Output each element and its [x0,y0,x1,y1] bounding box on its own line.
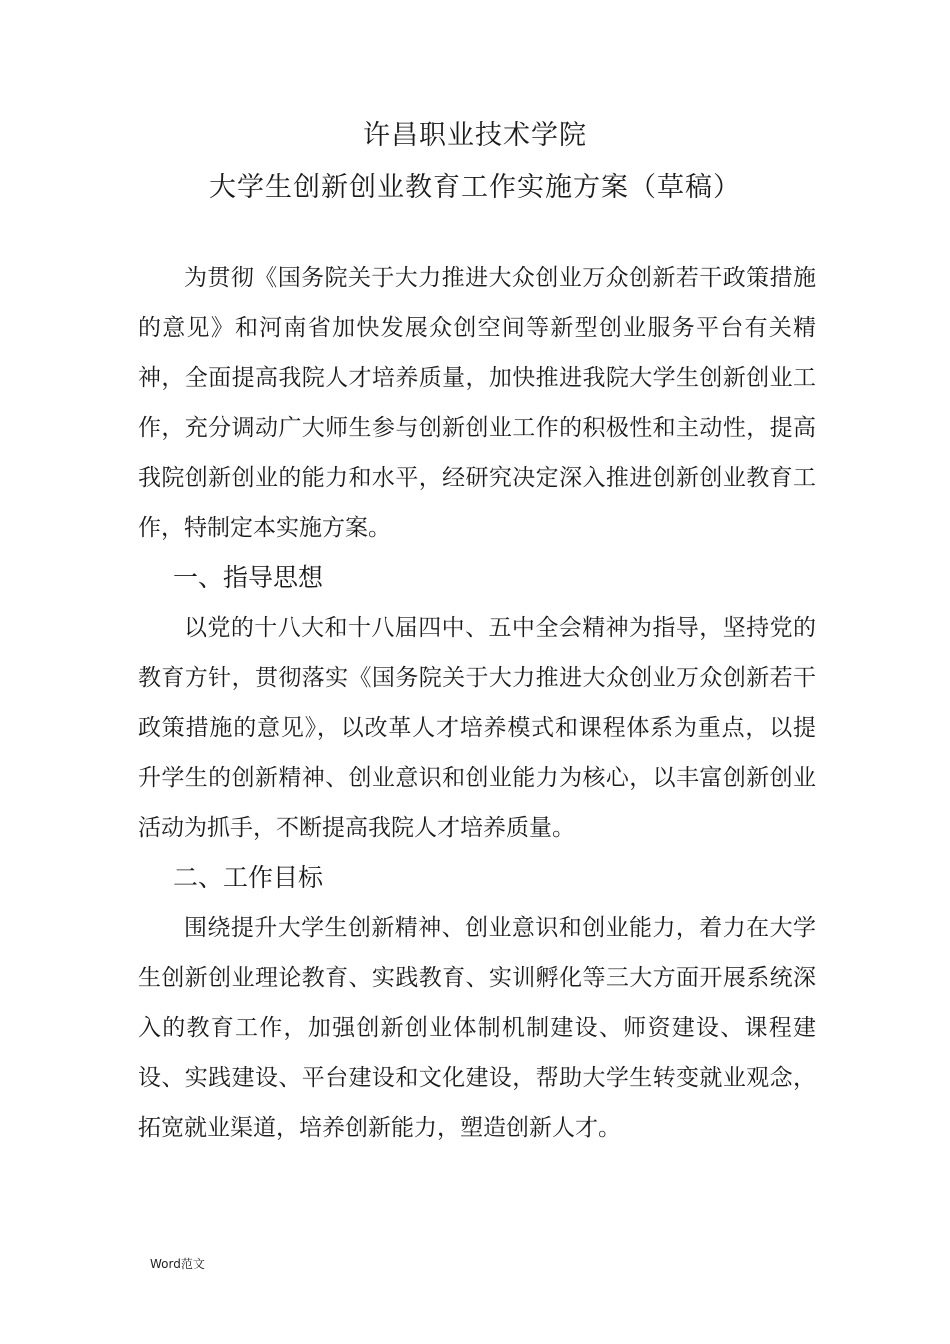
section-heading-guiding-ideology: 一、指导思想 [173,563,324,592]
section-heading-work-goals: 二、工作目标 [173,863,324,892]
title-plan: 大学生创新创业教育工作实施方案（草稿） [209,172,741,203]
document-body [138,253,816,1153]
section-body-guiding-ideology: 以党的十八大和十八届四中、五中全会精神为指导，坚持党的教育方针，贯彻落实《国务院关于大力推进大众创业万众创新若干政策措施的意见》，以改革人才培养模式和课程体系为重点，以提升学生的创新精神、创业意识和创业能力为核心，以丰富创新创业活动为抓手，不断提高我院人才培养质量。 [138,615,816,841]
document-title [0,110,950,214]
intro-paragraph: 为贯彻《国务院关于大力推进大众创业万众创新若干政策措施的意见》和河南省加快发展众创空间等新型创业服务平台有关精神，全面提高我院人才培养质量，加快推进我院大学生创新创业工作，充分调动广大师生参与创新创业工作的积极性和主动性，提高我院创新创业的能力和水平，经研究决定深入推进创新创业教育工作，特制定本实施方案。 [138,265,816,541]
page-footer: Word范文 [150,1257,205,1271]
section-body-work-goals: 围绕提升大学生创新精神、创业意识和创业能力，着力在大学生创新创业理论教育、实践教育、实训孵化等三大方面开展系统深入的教育工作，加强创新创业体制机制建设、师资建设、课程建设、实践建设、平台建设和文化建设，帮助大学生转变就业观念，拓宽就业渠道，培养创新能力，塑造创新人才。 [138,915,816,1141]
title-institution: 许昌职业技术学院 [363,120,587,151]
